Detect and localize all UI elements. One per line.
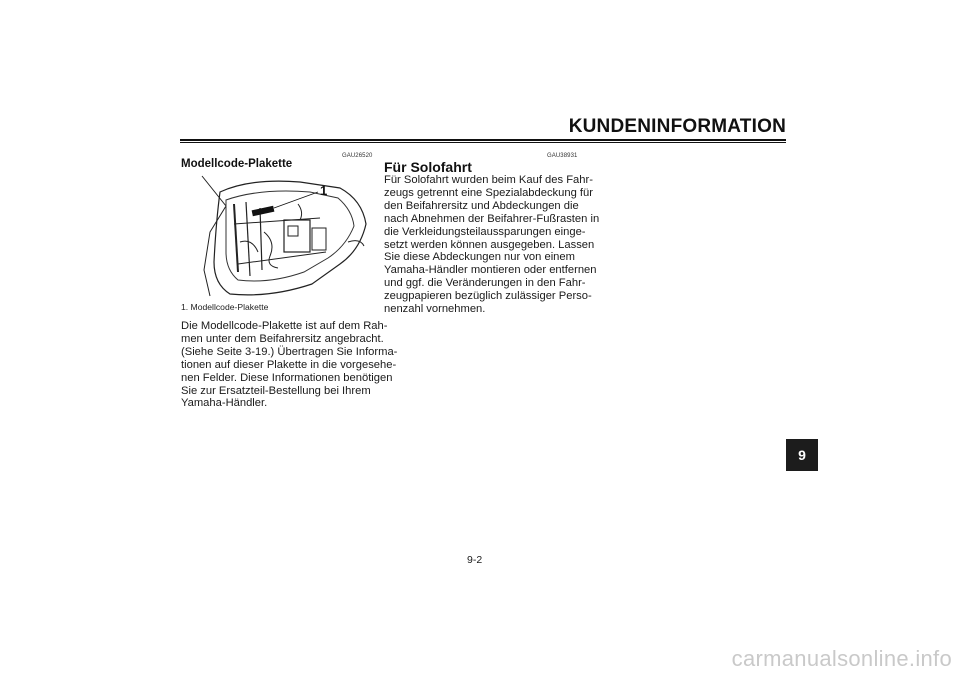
page-number: 9-2 [467, 554, 483, 566]
paragraph-line: zeugpapieren bezüglich zulässiger Perso- [384, 290, 592, 303]
paragraph-line: (Siehe Seite 3-19.) Übertragen Sie Informa- [181, 345, 398, 358]
paragraph-line: und ggf. die Veränderungen in den Fahr- [384, 277, 586, 290]
paragraph-line: Yamaha-Händler. [181, 397, 268, 410]
chapter-tab: 9 [786, 439, 818, 471]
right-paragraph [384, 174, 599, 316]
paragraph-line: nen Felder. Diese Informationen benötigen [181, 371, 393, 384]
paragraph-line: nach Abnehmen der Beifahrer-Fußrasten in [384, 212, 600, 225]
figure-caption: 1. Modellcode-Plakette [181, 302, 269, 312]
section-heading-modellcode: Modellcode-Plakette [181, 158, 293, 170]
paragraph-line: Sie zur Ersatzteil-Bestellung bei Ihrem [181, 384, 371, 397]
left-paragraph [181, 320, 397, 410]
section-reference-code: GAU26520 [342, 153, 373, 159]
page-header-title: KUNDENINFORMATION [568, 116, 786, 137]
paragraph-line: Yamaha-Händler montieren oder entfernen [384, 264, 597, 277]
paragraph-line: Sie diese Abdeckungen nur von einem [384, 251, 575, 264]
paragraph-line: den Beifahrersitz und Abdeckungen die [384, 199, 579, 212]
header-divider [180, 139, 786, 141]
section-heading-solofahrt: Für Solofahrt [384, 159, 472, 175]
paragraph-line: Für Solofahrt wurden beim Kauf des Fahr- [384, 174, 593, 186]
paragraph-line: tionen auf dieser Plakette in die vorgesehe- [181, 358, 397, 371]
paragraph-line: Die Modellcode-Plakette ist auf dem Rah- [181, 320, 388, 332]
paragraph-line: men unter dem Beifahrersitz angebracht. [181, 332, 384, 345]
watermark: carmanualsonline.info [731, 646, 952, 671]
header-divider-thin [180, 142, 786, 143]
model-plate-illustration [200, 172, 368, 300]
paragraph-line: zeugs getrennt eine Spezialabdeckung für [384, 186, 593, 199]
section-reference-code: GAU38931 [547, 153, 578, 159]
figure-callout-number: 1 [320, 183, 328, 198]
paragraph-line: setzt werden können ausgegeben. Lassen [384, 238, 595, 251]
paragraph-line: die Verkleidungsteilaussparungen einge- [384, 225, 586, 238]
paragraph-line: nenzahl vornehmen. [384, 303, 486, 316]
